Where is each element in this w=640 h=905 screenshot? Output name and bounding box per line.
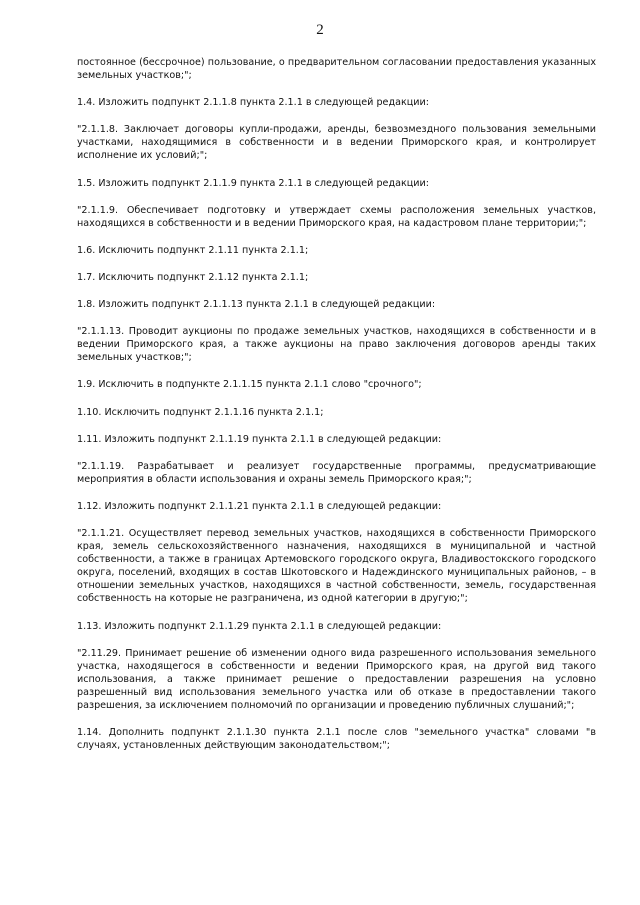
paragraph-item-1-6: 1.6. Исключить подпункт 2.1.11 пункта 2.1.1; [77, 244, 309, 256]
paragraph-continuation: постоянное (бессрочное) пользование, о предварительном согласовании предоставления указанных земельных участков;"; [77, 57, 596, 82]
paragraph-quote-2-11-29: "2.11.29. Принимает решение об изменении одного вида разрешенного использования земельного участка, находящегося в собственности и ведении Приморского края, на другой вид такого использования, а также принимает решение о предоставлении разрешения на условно разрешенный вид использования земельного участка или об отказе в предоставлении такого разрешения, за исключением полномочий по организации и проведению публичных слушаний;"; [77, 647, 596, 711]
paragraph-item-1-13: 1.13. Изложить подпункт 2.1.1.29 пункта 2.1.1 в следующей редакции: [77, 620, 442, 632]
paragraph-quote-2-1-1-19: "2.1.1.19. Разрабатывает и реализует государственные программы, предусматривающие мероприятия в области использования и охраны земель Приморского края;"; [77, 460, 596, 485]
paragraph-item-1-10: 1.10. Исключить подпункт 2.1.1.16 пункта 2.1.1; [77, 406, 324, 418]
paragraph-item-1-11: 1.11. Изложить подпункт 2.1.1.19 пункта 2.1.1 в следующей редакции: [77, 433, 442, 445]
document-body [77, 56, 596, 766]
paragraph-item-1-8: 1.8. Изложить подпункт 2.1.1.13 пункта 2.1.1 в следующей редакции: [77, 299, 436, 311]
paragraph-quote-2-1-1-13: "2.1.1.13. Проводит аукционы по продаже земельных участков, находящихся в собственности и в ведении Приморского края, а также аукционы на право заключения договоров аренды таких земельных участков;"; [77, 326, 596, 364]
paragraph-item-1-4: 1.4. Изложить подпункт 2.1.1.8 пункта 2.1.1 в следующей редакции: [77, 97, 429, 109]
paragraph-quote-2-1-1-9: "2.1.1.9. Обеспечивает подготовку и утверждает схемы расположения земельных участков, находящихся в собственности и в ведении Приморского края, на кадастровом плане территории;"; [77, 204, 596, 229]
paragraph-item-1-12: 1.12. Изложить подпункт 2.1.1.21 пункта 2.1.1 в следующей редакции: [77, 500, 442, 512]
paragraph-item-1-7: 1.7. Исключить подпункт 2.1.12 пункта 2.1.1; [77, 271, 309, 283]
paragraph-quote-2-1-1-8: "2.1.1.8. Заключает договоры купли-продажи, аренды, безвозмездного пользования земельными участками, находящимися в собственности и в ведении Приморского края, и контролирует исполнение их условий;"; [77, 124, 596, 162]
paragraph-item-1-5: 1.5. Изложить подпункт 2.1.1.9 пункта 2.1.1 в следующей редакции: [77, 177, 429, 189]
paragraph-item-1-14: 1.14. Дополнить подпункт 2.1.1.30 пункта 2.1.1 после слов "земельного участка" словами "в случаях, установленных действующим законодательством;"; [77, 727, 596, 752]
paragraph-quote-2-1-1-21: "2.1.1.21. Осуществляет перевод земельных участков, находящихся в собственности Приморского края, земель сельскохозяйственного назначения, находящихся в муниципальной и частной собственности, а также в границах Артемовского городского округа, Владивостокского городского округа, поселений, входящих в состав Шкотовского и Надеждинского муниципальных районов, – в отношении земельных участков, находящихся в частной собственности, земель, государственная собственность на которые не разграничена, из одной категории в другую;"; [77, 527, 596, 605]
paragraph-item-1-9: 1.9. Исключить в подпункте 2.1.1.15 пункта 2.1.1 слово "срочного"; [77, 379, 422, 391]
page-number: 2 [316, 22, 324, 38]
